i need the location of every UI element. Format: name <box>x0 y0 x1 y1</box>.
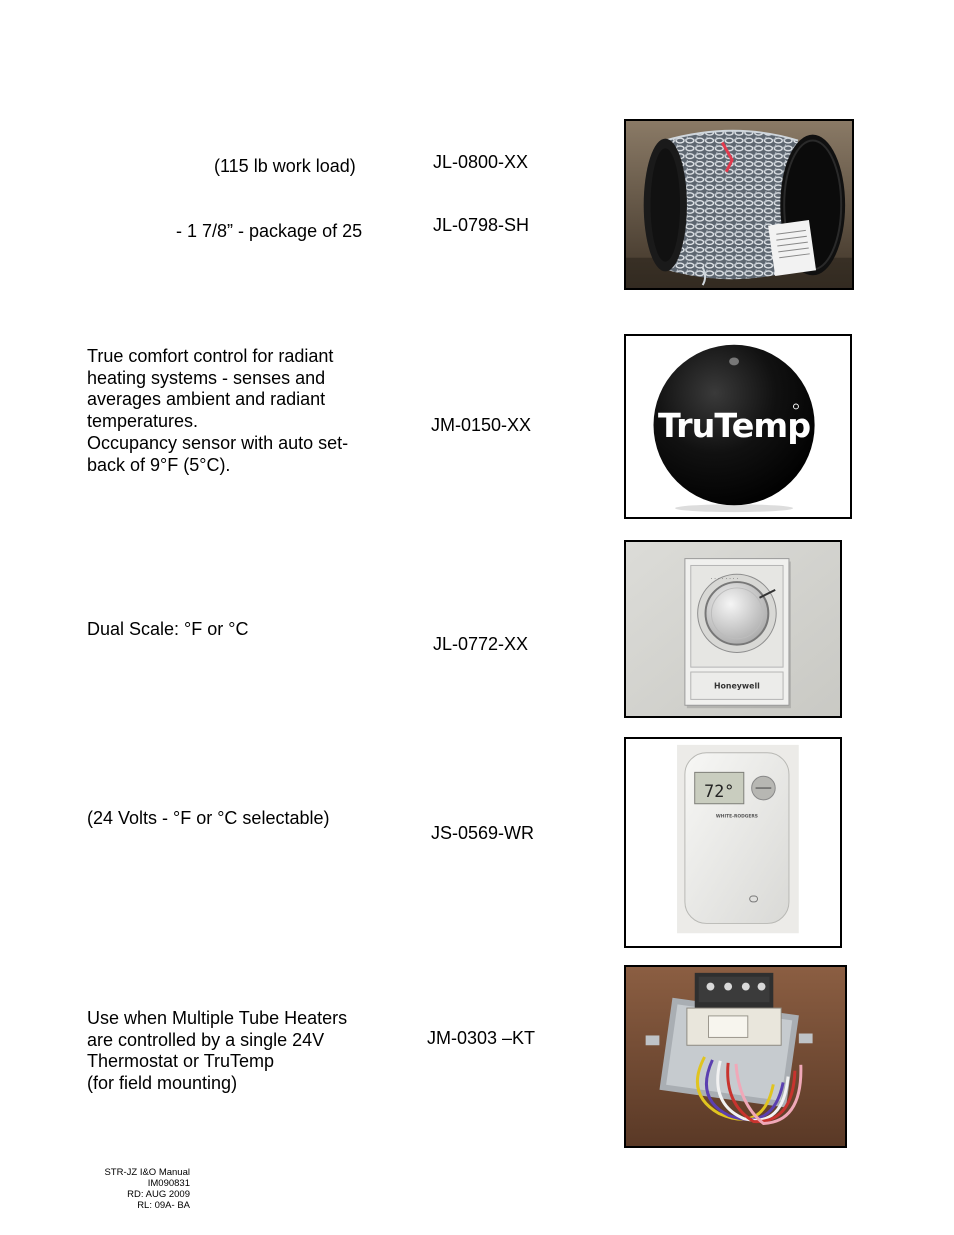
trutemp-description-line: Occupancy sensor with auto set- <box>87 432 349 453</box>
dial-thermostat-description: Dual Scale: °F or °C <box>87 619 249 639</box>
relay-kit-part-number: JM-0303 –KT <box>427 1028 536 1048</box>
trutemp-description-line: True comfort control for radiant <box>87 346 334 366</box>
relay-kit-photo <box>624 965 847 1148</box>
relay-kit-description-line: are controlled by a single 24V <box>87 1029 325 1050</box>
footer-line: STR-JZ I&O Manual <box>104 1167 190 1178</box>
trutemp-sensor-image <box>626 336 850 517</box>
trutemp-description-line: heating systems - senses and <box>87 367 326 388</box>
document-footer <box>100 1167 190 1211</box>
honeywell-brand-text: Honeywell <box>713 681 760 691</box>
chain-part-number: JL-0800-XX <box>433 152 529 172</box>
dial-thermostat-part-number: JL-0772-XX <box>433 634 529 654</box>
relay-kit-description <box>87 1008 347 1095</box>
relay-kit-image <box>626 967 845 1146</box>
dial-thermostat-photo <box>624 540 842 718</box>
trutemp-logo-text: TruTemp <box>657 405 811 445</box>
trutemp-description-line: averages ambient and radiant <box>87 389 326 410</box>
trutemp-description <box>87 346 348 476</box>
thermostat-display-text: 72° <box>704 781 735 801</box>
s-hook-part-number: JL-0798-SH <box>433 215 530 235</box>
digital-thermostat-image <box>626 739 840 946</box>
relay-kit-description-line: (for field mounting) <box>87 1073 238 1094</box>
chain-description: (115 lb work load) <box>214 156 356 176</box>
footer-line: RD: AUG 2009 <box>127 1189 190 1200</box>
trutemp-description-line: back of 9°F (5°C). <box>87 454 231 475</box>
digital-thermostat-photo <box>624 737 842 948</box>
chain-spool-image <box>626 121 852 288</box>
svg-text:· · · · · · · ·: · · · · · · · · <box>710 577 739 584</box>
digital-thermostat-part-number: JS-0569-WR <box>431 823 535 843</box>
dial-thermostat-image <box>626 542 840 716</box>
s-hook-description: - 1 7/8” - package of 25 <box>176 221 363 241</box>
relay-kit-description-line: Thermostat or TruTemp <box>87 1051 275 1072</box>
digital-thermostat-description: (24 Volts - °F or °C selectable) <box>87 808 330 828</box>
relay-kit-description-line: Use when Multiple Tube Heaters <box>87 1008 348 1028</box>
trutemp-sensor-photo <box>624 334 852 519</box>
trutemp-description-line: temperatures. <box>87 411 199 432</box>
footer-line: IM090831 <box>147 1178 190 1189</box>
white-rodgers-brand-text: WHITE-RODGERS <box>715 814 758 820</box>
footer-line: RL: 09A- BA <box>137 1200 190 1211</box>
chain-spool-photo <box>624 119 854 290</box>
trutemp-part-number: JM-0150-XX <box>431 415 532 435</box>
